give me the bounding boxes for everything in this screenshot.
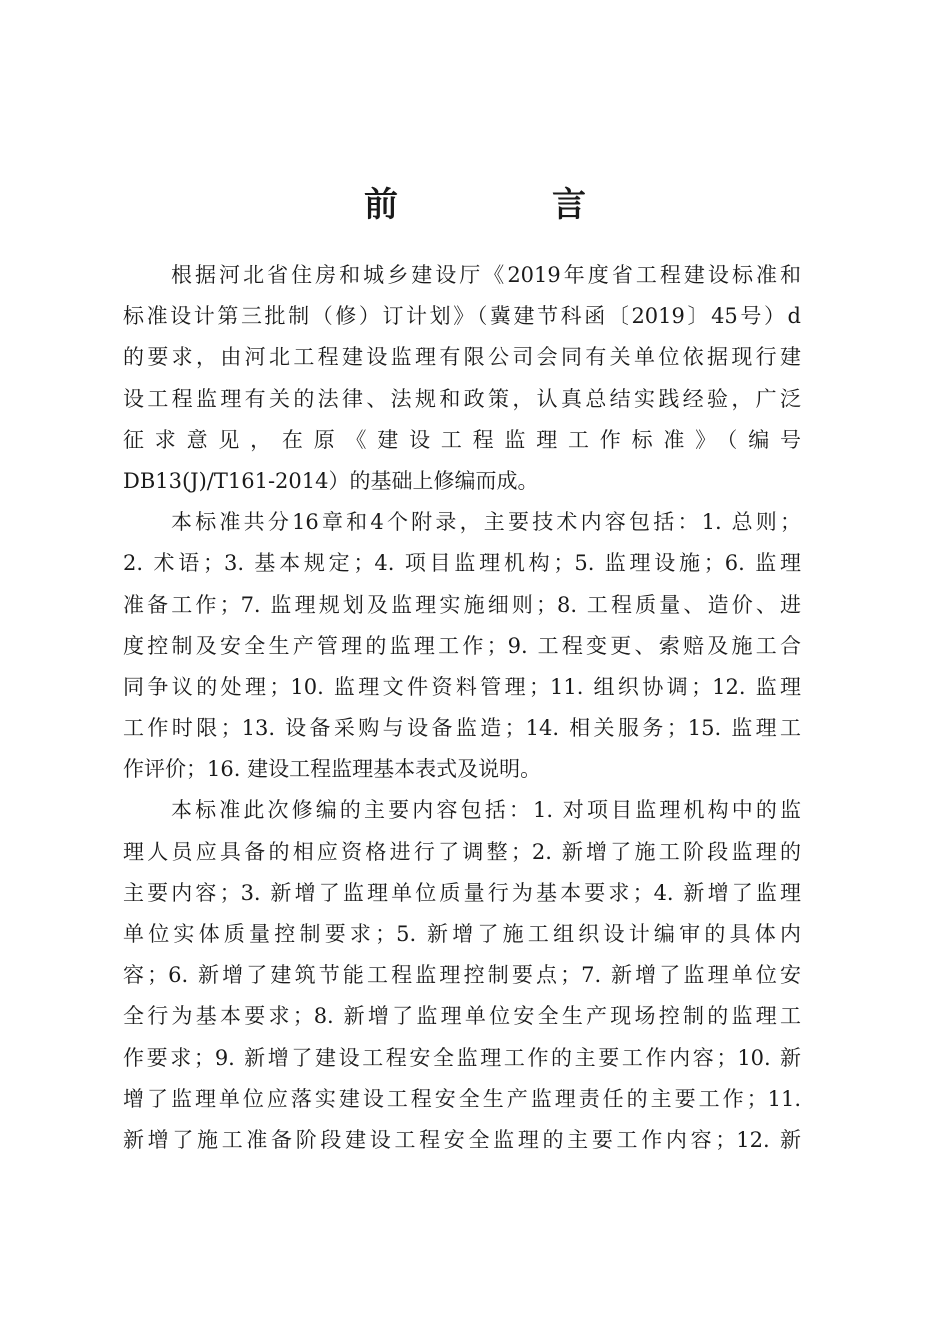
text-line: DB13(J)/T161-2014）的基础上修编而成。 [123,468,539,493]
text-line: 容；6. 新增了建筑节能工程监理控制要点；7. 新增了监理单位安 [123,963,801,988]
text-line: 工作时限；13. 设备采购与设备监造；14. 相关服务；15. 监理工 [123,716,801,741]
paragraph-3 [123,790,801,1161]
paragraph-1 [123,255,801,502]
text-line: 2. 术语；3. 基本规定；4. 项目监理机构；5. 监理设施；6. 监理 [123,551,801,576]
text-line: 作要求；9. 新增了建设工程安全监理工作的主要工作内容；10. 新 [123,1045,801,1070]
text-line: 新增了施工准备阶段建设工程安全监理的主要工作内容；12. 新 [123,1127,801,1152]
text-line: 根据河北省住房和城乡建设厅《2019年度省工程建设标准和 [171,263,801,287]
text-line: 征求意见，在原《建设工程监理工作标准》（编号 [123,427,801,452]
body-text [123,255,801,1161]
text-line: 单位实体质量控制要求；5. 新增了施工组织设计编审的具体内 [123,922,801,946]
text-line: 标准设计第三批制（修）订计划》（冀建节科函〔2019〕45号）d [123,304,801,329]
paragraph-2 [123,502,801,790]
text-line: 本标准此次修编的主要内容包括：1. 对项目监理机构中的监 [171,798,801,823]
text-line: 全行为基本要求；8. 新增了监理单位安全生产现场控制的监理工 [123,1004,801,1029]
text-line: 度控制及安全生产管理的监理工作；9. 工程变更、索赔及施工合 [123,633,801,658]
text-line: 同争议的处理；10. 监理文件资料管理；11. 组织协调；12. 监理 [123,674,801,699]
text-line: 的要求，由河北工程建设监理有限公司会同有关单位依据现行建 [123,345,801,370]
text-line: 理人员应具备的相应资格进行了调整；2. 新增了施工阶段监理的 [123,839,801,864]
text-line: 本标准共分16章和4个附录，主要技术内容包括：1. 总则； [171,510,801,535]
text-line: 准备工作；7. 监理规划及监理实施细则；8. 工程质量、造价、进 [123,592,801,617]
text-line: 主要内容；3. 新增了监理单位质量行为基本要求；4. 新增了监理 [123,880,801,905]
text-line: 增了监理单位应落实建设工程安全生产监理责任的主要工作；11. [123,1086,801,1111]
text-line: 设工程监理有关的法律、法规和政策，认真总结实践经验，广泛 [123,386,801,411]
text-line: 作评价；16. 建设工程监理基本表式及说明。 [123,757,542,782]
page-title: 前 言 [364,185,646,225]
